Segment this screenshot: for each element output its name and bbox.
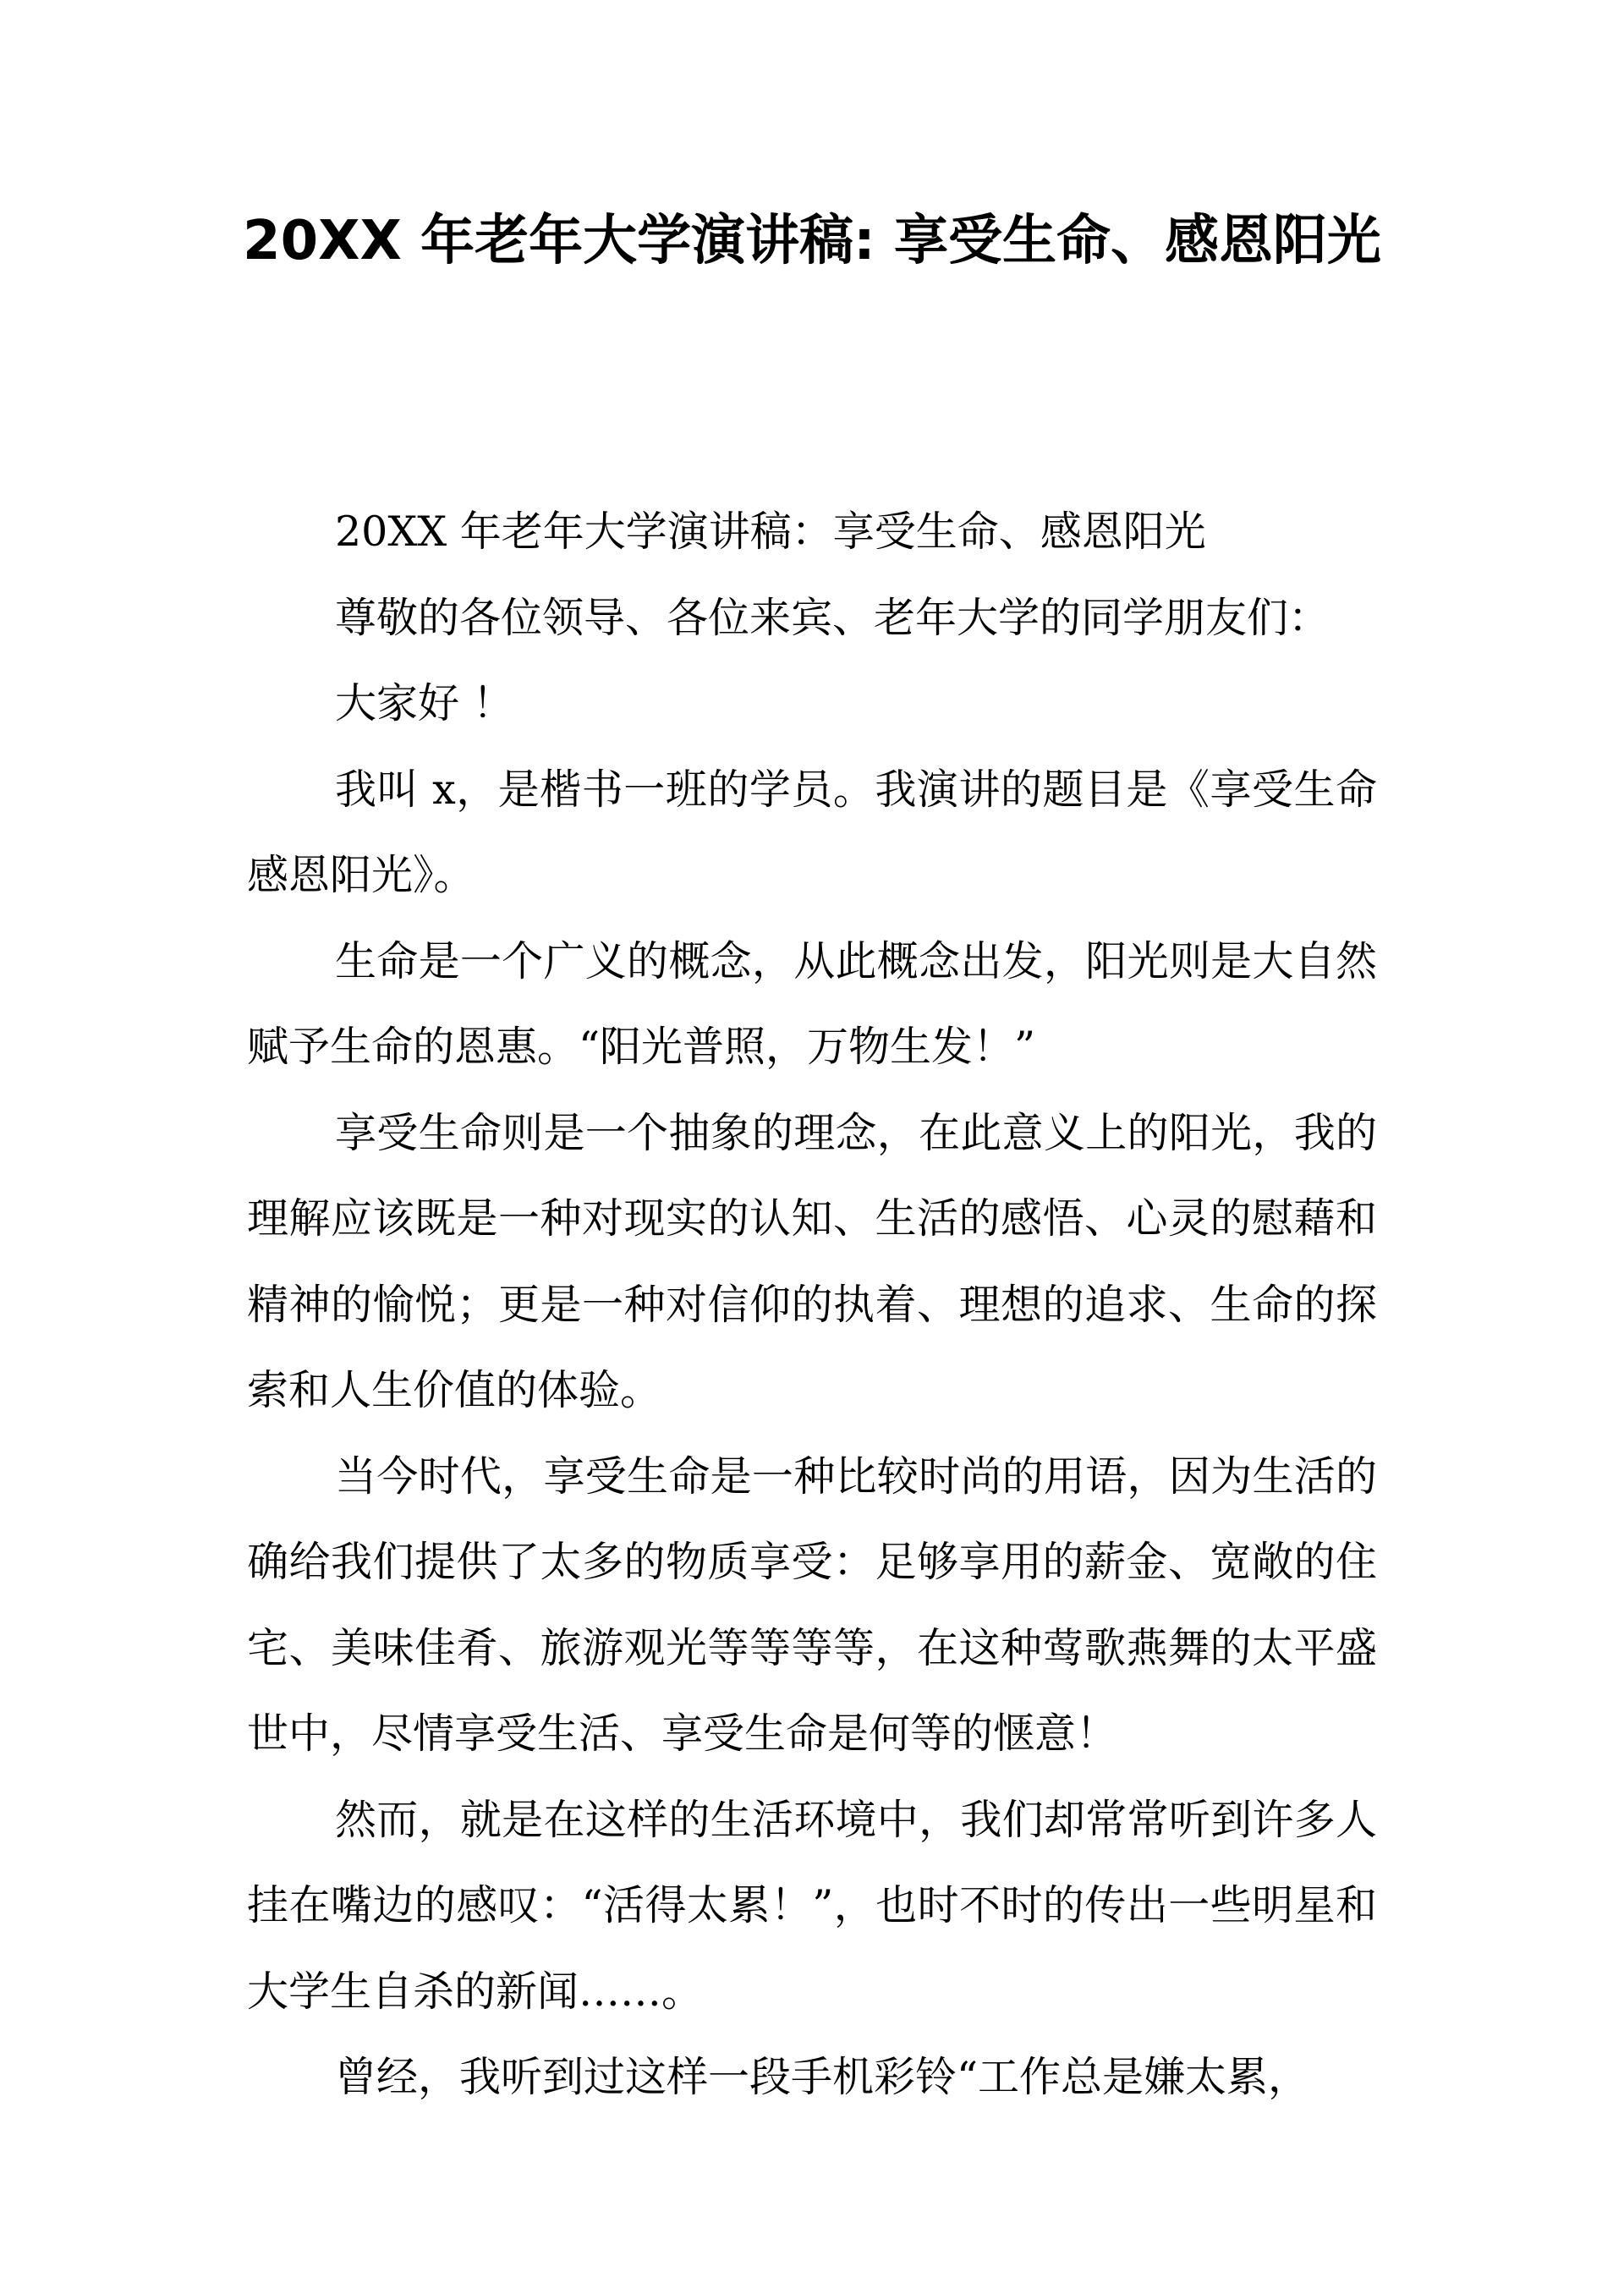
paragraph-greeting: 大家好 ！	[335, 679, 514, 727]
paragraph-life-concept: 生命是一个广义的概念，从此概念出发，阳光则是大自然赋予生命的恩惠。“阳光普照，万物生发！”	[247, 936, 1377, 1071]
paragraph-modern-times: 当今时代，享受生命是一种比较时尚的用语，因为生活的确给我们提供了太多的物质享受：足够享用的薪金、宽敞的住宅、美味佳肴、旅游观光等等等等，在这种莺歌燕舞的太平盛世中，尽情享受生活、享受生命是何等的惬意！	[247, 1452, 1377, 1758]
paragraph-introduction: 我叫 x，是楷书一班的学员。我演讲的题目是《享受生命 感恩阳光》。	[247, 765, 1377, 899]
paragraph-however: 然而，就是在这样的生活环境中，我们却常常听到许多人挂在嘴边的感叹：“活得太累！”，也时不时的传出一些明星和大学生自杀的新闻……。	[247, 1795, 1377, 2016]
paragraph-enjoy-life: 享受生命则是一个抽象的理念，在此意义上的阳光，我的理解应该既是一种对现实的认知、生活的感悟、心灵的慰藉和精神的愉悦；更是一种对信仰的执着、理想的追求、生命的探索和人生价值的体验。	[247, 1108, 1377, 1414]
paragraph-salutation: 尊敬的各位领导、各位来宾、老年大学的同学朋友们：	[335, 593, 1330, 642]
paragraph-ringtone: 曾经，我听到过这样一段手机彩铃“工作总是嫌太累，	[335, 2053, 1310, 2101]
paragraph-heading-repeat: 20XX 年老年大学演讲稿：享受生命、感恩阳光	[335, 508, 1206, 556]
document-title: 20XX 年老年大学演讲稿: 享受生命、感恩阳光	[243, 210, 1381, 272]
document-body	[247, 489, 1377, 2121]
